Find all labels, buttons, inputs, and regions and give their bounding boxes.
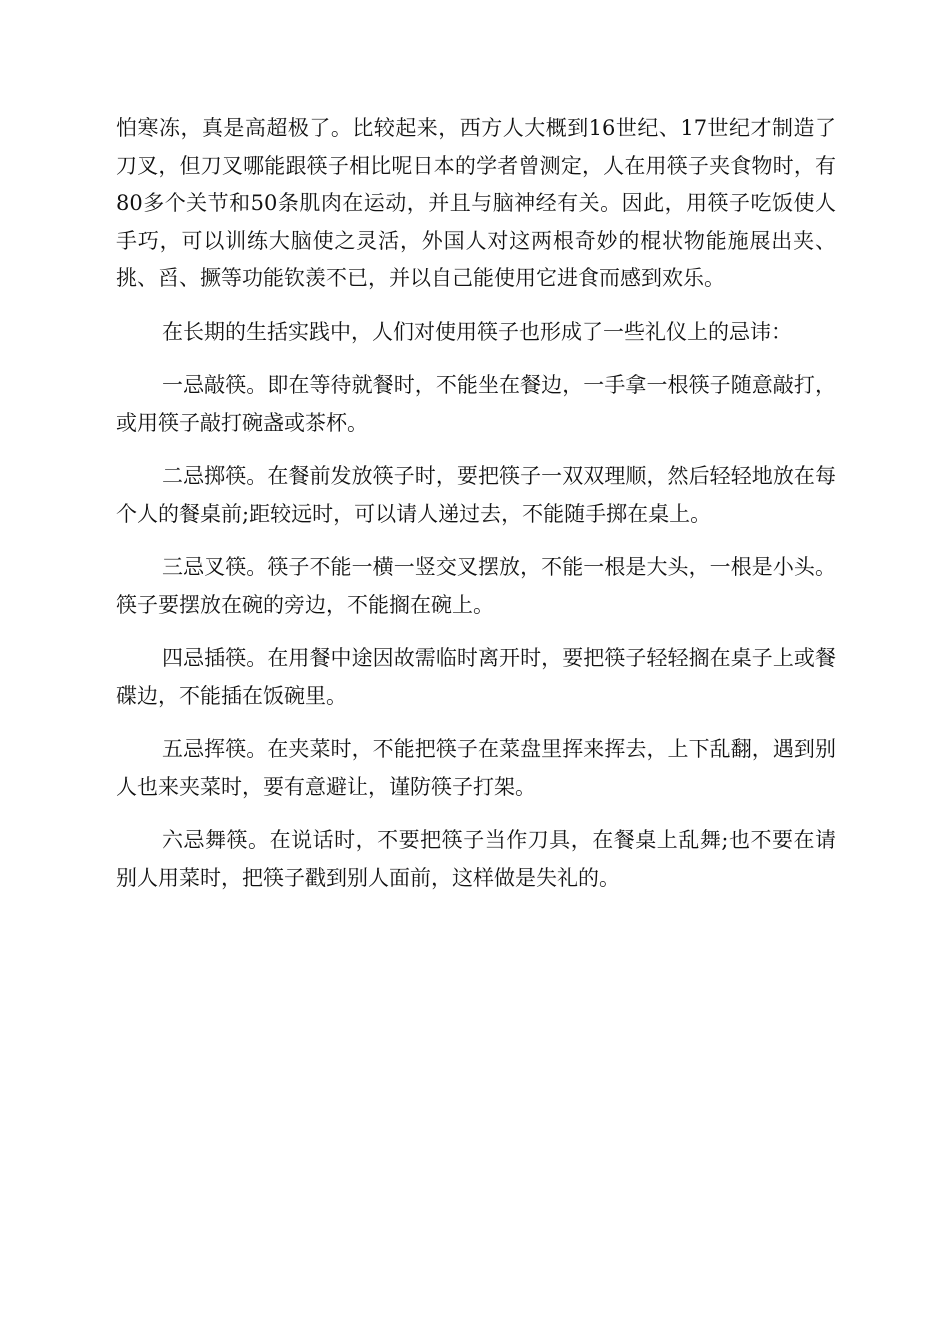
paragraph-taboo-1: 一忌敲筷。即在等待就餐时，不能坐在餐边，一手拿一根筷子随意敲打，或用筷子敲打碗盏或茶杯。 (116, 373, 836, 435)
paragraph-taboo-5: 五忌挥筷。在夹菜时，不能把筷子在菜盘里挥来挥去，上下乱翻，遇到别人也来夹菜时，要有意避让，谨防筷子打架。 (116, 737, 836, 799)
paragraph-taboo-3: 三忌叉筷。筷子不能一横一竖交叉摆放，不能一根是大头，一根是小头。筷子要摆放在碗的旁边，不能搁在碗上。 (116, 555, 836, 617)
paragraph-continuation: 怕寒冻，真是高超极了。比较起来，西方人大概到16世纪、17世纪才制造了刀叉，但刀叉哪能跟筷子相比呢日本的学者曾测定，人在用筷子夹食物时，有80多个关节和50条肌肉在运动，并且与脑神经有关。因此，用筷子吃饭使人手巧，可以训练大脑使之灵活，外国人对这两根奇妙的棍状物能施展出夹、挑、舀、撅等功能钦羡不已，并以自己能使用它进食而感到欢乐。 (116, 116, 836, 290)
document-body (116, 110, 836, 913)
paragraph-taboos-intro: 在长期的生括实践中，人们对使用筷子也形成了一些礼仪上的忌讳： (162, 319, 792, 344)
paragraph-taboo-6: 六忌舞筷。在说话时，不要把筷子当作刀具，在餐桌上乱舞;也不要在请别人用菜时，把筷子戳到别人面前，这样做是失礼的。 (116, 828, 836, 890)
paragraph-taboo-4: 四忌插筷。在用餐中途因故需临时离开时，要把筷子轻轻搁在桌子上或餐碟边，不能插在饭碗里。 (116, 646, 836, 708)
paragraph-taboo-2: 二忌掷筷。在餐前发放筷子时，要把筷子一双双理顺，然后轻轻地放在每个人的餐桌前;距较远时，可以请人递过去，不能随手掷在桌上。 (116, 464, 836, 526)
